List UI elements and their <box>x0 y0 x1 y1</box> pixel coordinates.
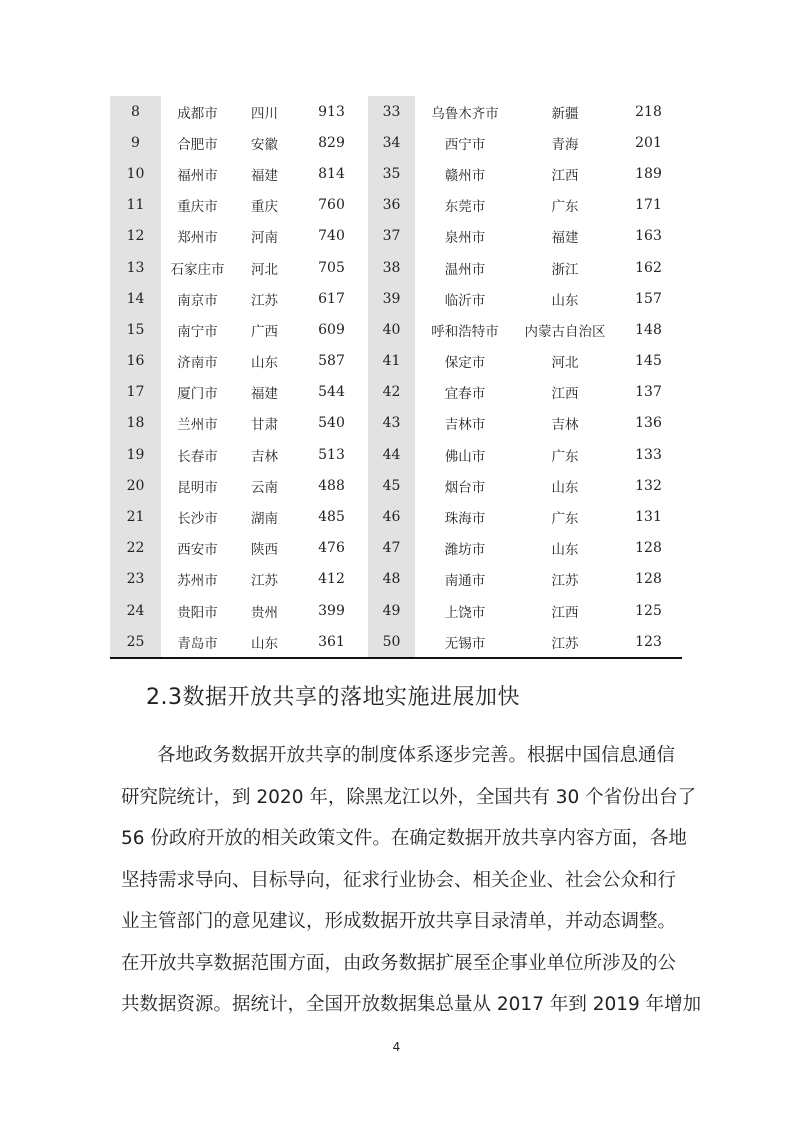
province-cell: 浙江 <box>551 261 579 278</box>
rank-cell: 50 <box>368 626 415 658</box>
rank-cell: 48 <box>368 564 415 595</box>
province-cell: 福建 <box>251 167 278 184</box>
province-cell: 青海 <box>551 136 579 153</box>
value-cell: 131 <box>635 509 662 526</box>
value-cell: 133 <box>635 446 662 463</box>
rank-cell: 25 <box>110 626 161 658</box>
city-cell: 吉林市 <box>444 417 486 434</box>
rank-cell: 19 <box>110 439 161 470</box>
table-row <box>110 158 682 189</box>
province-cell: 内蒙古自治区 <box>524 323 606 340</box>
province-cell: 贵州 <box>251 604 278 621</box>
city-cell: 合肥市 <box>177 136 218 153</box>
rank-cell: 45 <box>368 470 415 501</box>
rank-cell: 37 <box>368 221 415 252</box>
province-cell: 广东 <box>551 448 579 465</box>
province-cell: 江西 <box>551 604 579 621</box>
table-row <box>110 408 682 439</box>
province-cell: 四川 <box>251 105 278 122</box>
value-cell: 540 <box>318 415 345 432</box>
value-cell: 148 <box>635 321 662 338</box>
city-ranking-table <box>110 96 682 659</box>
value-cell: 125 <box>635 602 662 619</box>
city-cell: 苏州市 <box>177 573 218 590</box>
province-cell: 山东 <box>551 479 579 496</box>
city-cell: 昆明市 <box>177 479 218 496</box>
rank-cell: 24 <box>110 595 161 626</box>
city-cell: 南宁市 <box>177 323 218 340</box>
province-cell: 山东 <box>234 626 295 658</box>
value-cell: 189 <box>635 165 662 182</box>
city-cell: 成都市 <box>177 105 218 122</box>
city-cell: 长沙市 <box>177 511 218 528</box>
province-cell: 陕西 <box>251 542 278 559</box>
value-cell: 513 <box>318 446 345 463</box>
province-cell: 安徽 <box>251 136 278 153</box>
province-cell: 吉林 <box>551 417 579 434</box>
table-row <box>110 127 682 158</box>
rank-cell: 33 <box>368 96 415 127</box>
table-row <box>110 221 682 252</box>
city-cell: 无锡市 <box>415 626 515 658</box>
value-cell: 814 <box>318 165 345 182</box>
rank-cell: 14 <box>110 283 161 314</box>
paragraph-line: 研究院统计，到 2020 年，除黑龙江以外，全国共有 30 个省份出台了 <box>121 786 697 808</box>
rank-cell: 44 <box>368 439 415 470</box>
city-cell: 重庆市 <box>177 199 218 216</box>
city-cell: 青岛市 <box>161 626 234 658</box>
rank-cell: 23 <box>110 564 161 595</box>
province-cell: 湖南 <box>251 511 278 528</box>
province-cell: 云南 <box>251 479 278 496</box>
rank-cell: 39 <box>368 283 415 314</box>
city-cell: 乌鲁木齐市 <box>431 105 499 122</box>
table-row <box>110 439 682 470</box>
province-cell: 山东 <box>551 292 579 309</box>
province-cell: 广东 <box>551 199 579 216</box>
city-cell: 保定市 <box>444 355 486 372</box>
city-cell: 郑州市 <box>177 230 218 247</box>
rank-cell: 13 <box>110 252 161 283</box>
value-cell: 913 <box>318 103 345 120</box>
province-cell: 江苏 <box>251 292 278 309</box>
city-cell: 厦门市 <box>177 386 218 403</box>
rank-cell: 12 <box>110 221 161 252</box>
province-cell: 新疆 <box>551 105 579 122</box>
table-row <box>110 626 682 658</box>
city-cell: 呼和浩特市 <box>431 323 499 340</box>
value-cell: 218 <box>635 103 662 120</box>
value-cell: 123 <box>615 626 682 658</box>
rank-cell: 16 <box>110 346 161 377</box>
rank-cell: 11 <box>110 190 161 221</box>
rank-cell: 38 <box>368 252 415 283</box>
province-cell: 广东 <box>551 511 579 528</box>
table-row <box>110 533 682 564</box>
province-cell: 山东 <box>251 355 278 372</box>
value-cell: 157 <box>635 290 662 307</box>
rank-cell: 8 <box>110 96 161 127</box>
province-cell: 甘肃 <box>251 417 278 434</box>
province-cell: 重庆 <box>251 199 278 216</box>
city-cell: 珠海市 <box>444 511 486 528</box>
table-row <box>110 96 682 127</box>
city-cell: 石家庄市 <box>170 261 225 278</box>
value-cell: 485 <box>318 509 345 526</box>
table-row <box>110 252 682 283</box>
value-cell: 201 <box>635 134 662 151</box>
rank-cell: 40 <box>368 314 415 345</box>
value-cell: 488 <box>318 477 345 494</box>
body-paragraph <box>121 735 702 1026</box>
province-cell: 山东 <box>551 542 579 559</box>
province-cell: 河南 <box>251 230 278 247</box>
value-cell: 412 <box>318 571 345 588</box>
table-row <box>110 346 682 377</box>
value-cell: 609 <box>318 321 345 338</box>
table-row <box>110 501 682 532</box>
value-cell: 137 <box>635 384 662 401</box>
city-cell: 南京市 <box>177 292 218 309</box>
province-cell: 江苏 <box>515 626 615 658</box>
table-row <box>110 595 682 626</box>
province-cell: 福建 <box>551 230 579 247</box>
paragraph-line: 业主管部门的意见建议，形成数据开放共享目录清单，并动态调整。 <box>121 911 677 932</box>
rank-cell: 34 <box>368 127 415 158</box>
value-cell: 136 <box>635 415 662 432</box>
province-cell: 广西 <box>251 323 278 340</box>
value-cell: 544 <box>318 384 345 401</box>
paragraph-line: 56 份政府开放的相关政策文件。在确定数据开放共享内容方面，各地 <box>121 828 687 849</box>
paragraph-line: 在开放共享数据范围方面，由政务数据扩展至企事业单位所涉及的公 <box>121 952 677 974</box>
city-cell: 西宁市 <box>444 136 486 153</box>
city-cell: 东莞市 <box>444 199 486 216</box>
value-cell: 145 <box>635 353 662 370</box>
value-cell: 760 <box>318 197 345 214</box>
city-cell: 济南市 <box>177 355 218 372</box>
value-cell: 132 <box>635 477 662 494</box>
value-cell: 128 <box>635 540 662 557</box>
paragraph-line: 共数据资源。据统计，全国开放数据集总量从 2017 年到 2019 年增加 <box>121 994 702 1015</box>
value-cell: 617 <box>318 290 345 307</box>
city-cell: 贵阳市 <box>177 604 218 621</box>
city-cell: 泉州市 <box>444 230 486 247</box>
value-cell: 361 <box>295 626 368 658</box>
province-cell: 江西 <box>551 386 579 403</box>
table-row <box>110 190 682 221</box>
value-cell: 163 <box>635 228 662 245</box>
rank-cell: 21 <box>110 501 161 532</box>
value-cell: 162 <box>635 259 662 276</box>
rank-cell: 15 <box>110 314 161 345</box>
city-cell: 宜春市 <box>444 386 486 403</box>
province-cell: 江苏 <box>251 573 278 590</box>
rank-cell: 49 <box>368 595 415 626</box>
rank-cell: 18 <box>110 408 161 439</box>
province-cell: 江苏 <box>551 573 579 590</box>
city-cell: 南通市 <box>444 573 486 590</box>
rank-cell: 47 <box>368 533 415 564</box>
rank-cell: 35 <box>368 158 415 189</box>
rank-cell: 10 <box>110 158 161 189</box>
city-cell: 赣州市 <box>444 167 486 184</box>
paragraph-line: 各地政务数据开放共享的制度体系逐步完善。根据中国信息通信 <box>157 745 676 766</box>
table-row <box>110 564 682 595</box>
city-cell: 长春市 <box>177 448 218 465</box>
province-cell: 福建 <box>251 386 278 403</box>
rank-cell: 43 <box>368 408 415 439</box>
page-number: 4 <box>392 1040 401 1054</box>
table-row <box>110 314 682 345</box>
rank-cell: 41 <box>368 346 415 377</box>
city-cell: 佛山市 <box>444 448 486 465</box>
province-cell: 河北 <box>251 261 278 278</box>
value-cell: 705 <box>318 259 345 276</box>
table-row <box>110 470 682 501</box>
table-row <box>110 377 682 408</box>
value-cell: 171 <box>635 197 662 214</box>
city-cell: 温州市 <box>444 261 486 278</box>
section-heading: 2.3数据开放共享的落地实施进展加快 <box>146 685 520 710</box>
city-cell: 临沂市 <box>444 292 486 309</box>
table-row <box>110 283 682 314</box>
value-cell: 740 <box>318 228 345 245</box>
value-cell: 476 <box>318 540 345 557</box>
rank-cell: 9 <box>110 127 161 158</box>
city-cell: 上饶市 <box>444 604 486 621</box>
rank-cell: 22 <box>110 533 161 564</box>
rank-cell: 36 <box>368 190 415 221</box>
rank-cell: 17 <box>110 377 161 408</box>
value-cell: 587 <box>318 353 345 370</box>
paragraph-line: 坚持需求导向、目标导向，征求行业协会、相关企业、社会公众和行 <box>121 869 677 891</box>
province-cell: 江西 <box>551 167 579 184</box>
province-cell: 河北 <box>551 355 579 372</box>
province-cell: 吉林 <box>251 448 278 465</box>
value-cell: 399 <box>318 602 345 619</box>
city-cell: 兰州市 <box>177 417 218 434</box>
rank-cell: 46 <box>368 501 415 532</box>
rank-cell: 20 <box>110 470 161 501</box>
city-cell: 烟台市 <box>444 479 486 496</box>
rank-cell: 42 <box>368 377 415 408</box>
city-cell: 福州市 <box>177 167 218 184</box>
city-cell: 潍坊市 <box>444 542 486 559</box>
city-cell: 西安市 <box>177 542 218 559</box>
value-cell: 128 <box>635 571 662 588</box>
value-cell: 829 <box>318 134 345 151</box>
